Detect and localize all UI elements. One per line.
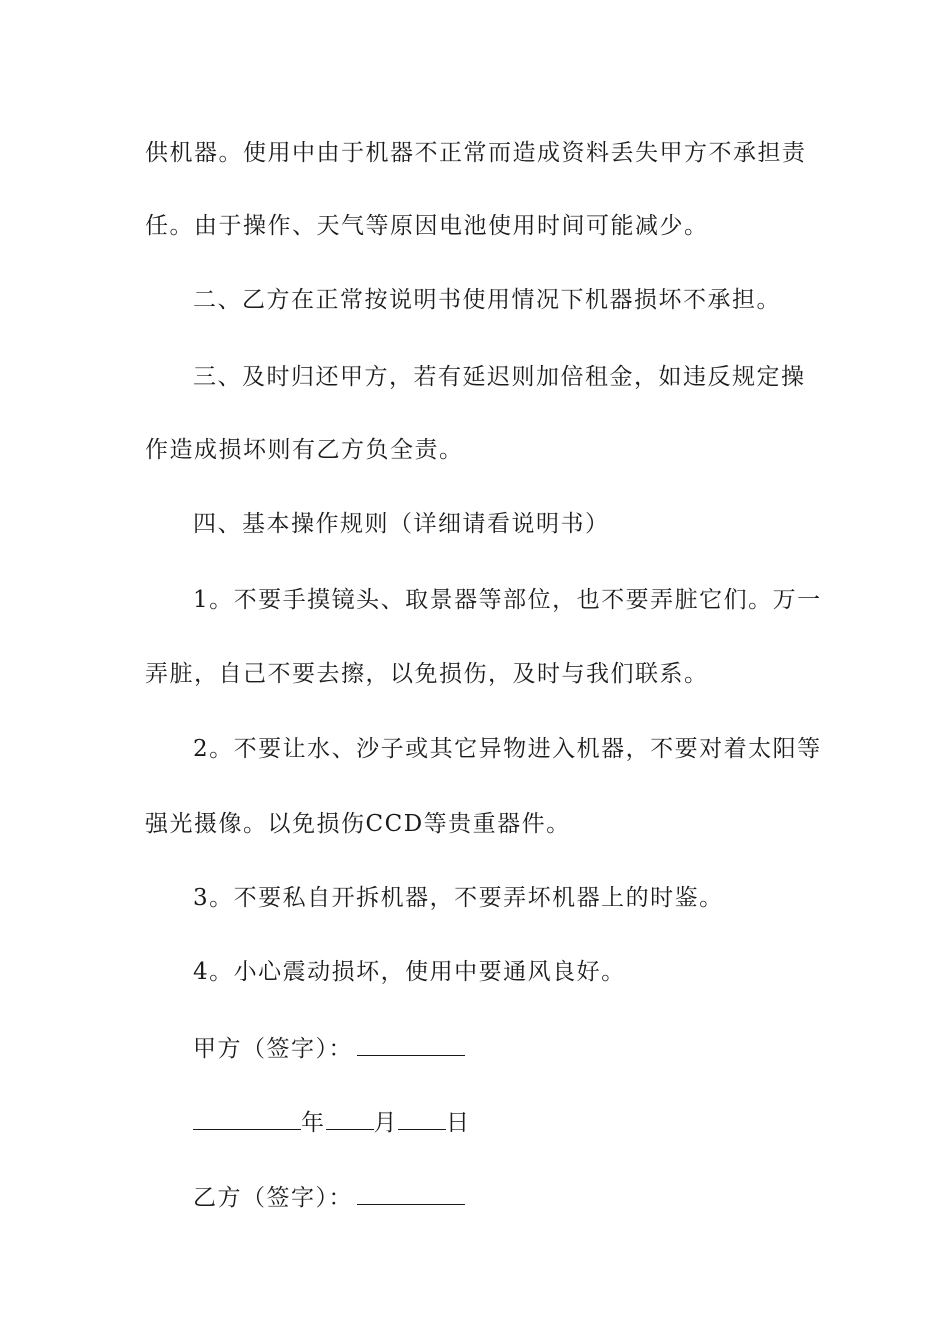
year-blank[interactable] [193,1107,301,1130]
signature-a-label: 甲方（签字）： [193,1036,353,1062]
paragraph-line: 1。不要手摸镜头、取景器等部位，也不要弄脏它们。万一 [193,587,822,613]
paragraph-line: 4。小心震动损坏，使用中要通风良好。 [193,959,626,985]
year-label: 年 [301,1110,326,1136]
month-blank[interactable] [326,1107,374,1130]
signature-a-row [193,1033,863,1064]
month-label: 月 [373,1110,398,1136]
signature-b-row [193,1182,863,1213]
paragraph-line: 任。由于操作、天气等原因电池使用时间可能减少。 [145,213,709,239]
day-blank[interactable] [398,1107,446,1130]
day-label: 日 [446,1110,471,1136]
paragraph-line: 弄脏，自己不要去擦，以免损伤，及时与我们联系。 [145,661,709,687]
paragraph-line: 作造成损坏则有乙方负全责。 [145,437,464,463]
paragraph-line: 强光摄像。以免损伤CCD等贵重器件。 [145,811,571,837]
signature-a-blank[interactable] [357,1033,465,1056]
paragraph-line: 3。不要私自开拆机器，不要弄坏机器上的时鉴。 [193,885,724,911]
paragraph-line: 2。不要让水、沙子或其它异物进入机器，不要对着太阳等 [193,736,822,762]
date-row [193,1107,863,1138]
paragraph-line: 供机器。使用中由于机器不正常而造成资料丢失甲方不承担责 [145,140,807,166]
paragraph-line: 二、乙方在正常按说明书使用情况下机器损坏不承担。 [193,287,781,313]
signature-b-blank[interactable] [357,1182,465,1205]
paragraph-line: 三、及时归还甲方，若有延迟则加倍租金，如违反规定操 [193,364,806,390]
section-heading: 四、基本操作规则（详细请看说明书） [193,511,610,537]
signature-b-label: 乙方（签字）： [193,1185,353,1211]
